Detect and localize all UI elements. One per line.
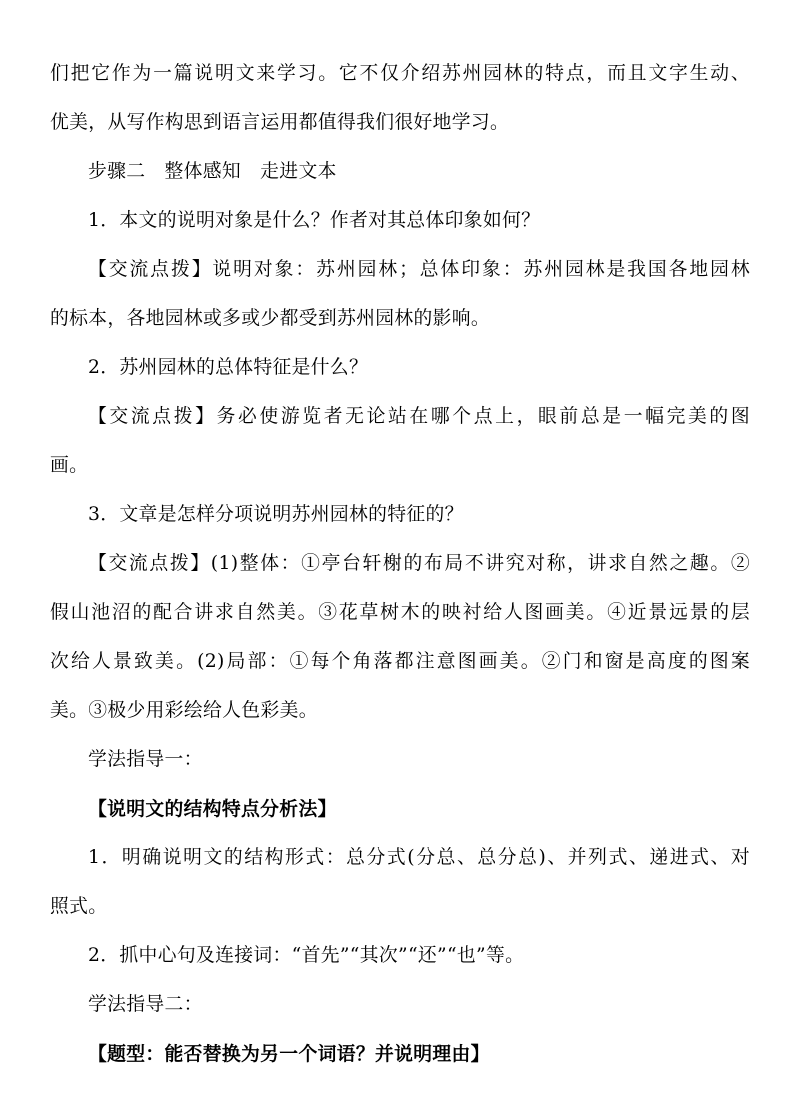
answer-2-line-2: 画。	[50, 455, 89, 476]
paragraph-intro-line-2: 优美，从写作构思到语言运用都值得我们很好地学习。	[50, 112, 510, 133]
answer-3-line-4: 美。③极少用彩绘给人色彩美。	[50, 700, 318, 721]
answer-1-line-2: 的标本，各地园林或多或少都受到苏州园林的影响。	[50, 308, 491, 329]
method-guide-1-label: 学法指导一：	[88, 749, 203, 770]
method-guide-1-title: 【说明文的结构特点分析法】	[88, 798, 337, 820]
question-1: 1．本文的说明对象是什么？作者对其总体印象如何？	[88, 210, 541, 231]
method-guide-2-title: 【题型：能否替换为另一个词语？并说明理由】	[88, 1043, 490, 1065]
method-guide-2-label: 学法指导二：	[88, 994, 203, 1015]
paragraph-intro-line-1: 们把它作为一篇说明文来学习。它不仅介绍苏州园林的特点，而且文字生动、	[50, 63, 750, 84]
question-2: 2．苏州园林的总体特征是什么？	[88, 357, 369, 378]
answer-3-line-3: 次给人景致美。(2)局部：①每个角落都注意图画美。②门和窗是高度的图案	[50, 651, 750, 672]
question-3: 3．文章是怎样分项说明苏州园林的特征的？	[88, 504, 464, 525]
answer-2-line-1: 【交流点拨】务必使游览者无论站在哪个点上，眼前总是一幅完美的图	[88, 406, 750, 427]
method-point-1-line-1: 1．明确说明文的结构形式：总分式(分总、总分总)、并列式、递进式、对	[88, 847, 750, 868]
method-point-2: 2．抓中心句及连接词：“首先”“其次”“还”“也”等。	[88, 945, 525, 966]
answer-3-line-2: 假山池沼的配合讲求自然美。③花草树木的映衬给人图画美。④近景远景的层	[50, 602, 750, 623]
answer-1-line-1: 【交流点拨】说明对象：苏州园林；总体印象：苏州园林是我国各地园林	[88, 259, 750, 280]
step-two-heading: 步骤二 整体感知 走进文本	[88, 161, 337, 182]
method-point-1-line-2: 照式。	[50, 896, 108, 917]
answer-3-line-1: 【交流点拨】(1)整体：①亭台轩榭的布局不讲究对称，讲求自然之趣。②	[88, 553, 750, 574]
